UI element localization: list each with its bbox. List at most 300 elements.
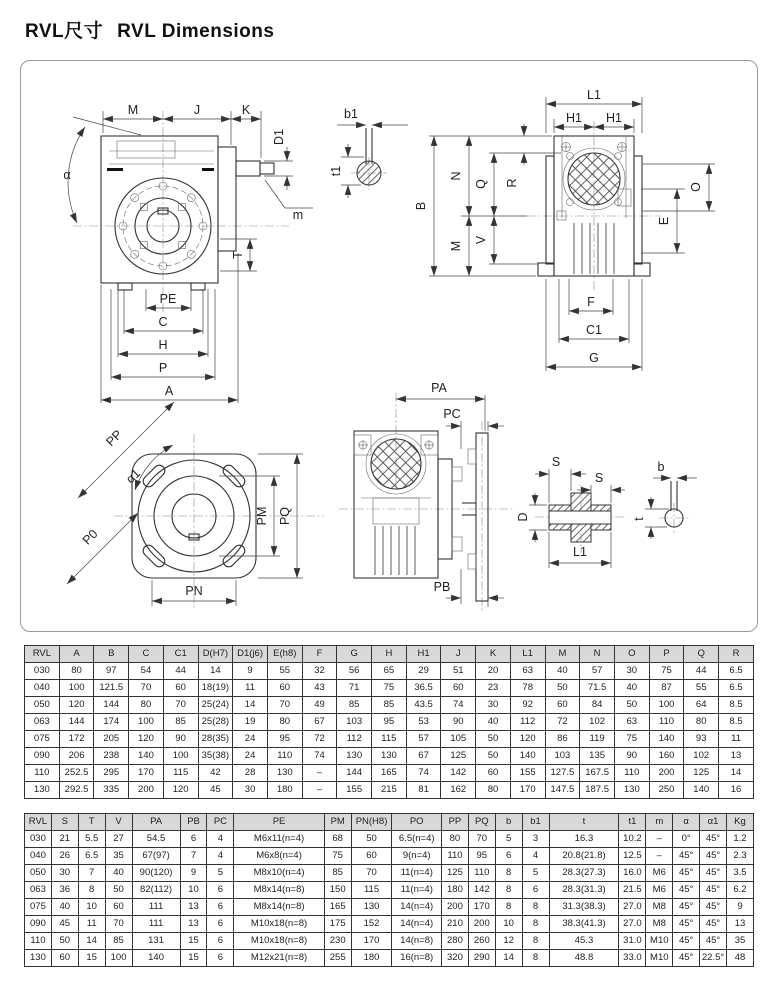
value-cell: 35	[105, 848, 132, 865]
value-cell: 75	[614, 731, 649, 748]
value-cell: 100	[649, 697, 684, 714]
value-cell: 8.5	[719, 697, 754, 714]
model-cell: 110	[25, 765, 60, 782]
value-cell: 21	[51, 831, 78, 848]
value-cell: 152	[351, 916, 392, 933]
value-cell: 60	[476, 765, 511, 782]
value-cell: 6	[522, 882, 549, 899]
value-cell: 0°	[673, 831, 700, 848]
value-cell: 57	[580, 663, 615, 680]
value-cell: 4	[522, 848, 549, 865]
value-cell: 6	[207, 899, 234, 916]
value-cell: 50	[51, 933, 78, 950]
dimension-table-2	[24, 813, 754, 967]
value-cell: 38.3(41.3)	[549, 916, 619, 933]
column-header: Kg	[726, 814, 753, 831]
value-cell: 155	[510, 765, 545, 782]
table-row	[25, 765, 754, 782]
column-header: PC	[207, 814, 234, 831]
value-cell: 180	[267, 782, 302, 799]
column-header: α	[673, 814, 700, 831]
page-title-en: RVL Dimensions	[117, 21, 275, 42]
value-cell: 44	[684, 663, 719, 680]
value-cell: 140	[649, 731, 684, 748]
table-row	[25, 865, 754, 882]
value-cell: 9(n=4)	[392, 848, 442, 865]
value-cell: 252.5	[59, 765, 94, 782]
dimension-label: H	[158, 338, 168, 352]
value-cell: M6x11(n=4)	[234, 831, 324, 848]
dimension-label: D	[516, 512, 530, 522]
value-cell: 95	[372, 714, 407, 731]
value-cell: 68	[324, 831, 351, 848]
value-cell: 6.5	[719, 663, 754, 680]
value-cell: M6	[646, 865, 673, 882]
table-row	[25, 950, 754, 967]
value-cell: 5.5	[78, 831, 105, 848]
value-cell: 110	[649, 714, 684, 731]
value-cell: 29	[406, 663, 441, 680]
value-cell: 103	[545, 748, 580, 765]
column-header: D1(j6)	[233, 646, 268, 663]
value-cell: 54.5	[132, 831, 180, 848]
value-cell: 11	[233, 680, 268, 697]
value-cell: 230	[324, 933, 351, 950]
value-cell: 60	[441, 680, 476, 697]
column-header: b	[495, 814, 522, 831]
value-cell: 60	[545, 697, 580, 714]
value-cell: 28(35)	[198, 731, 233, 748]
value-cell: 130	[267, 765, 302, 782]
value-cell: 30	[233, 782, 268, 799]
value-cell: 80	[267, 714, 302, 731]
dimension-label: R	[505, 178, 519, 188]
column-header: P	[649, 646, 684, 663]
value-cell: 95	[267, 731, 302, 748]
value-cell: M8	[646, 899, 673, 916]
value-cell: 67(97)	[132, 848, 180, 865]
value-cell: 4	[207, 848, 234, 865]
value-cell: 187.5	[580, 782, 615, 799]
side-view-drawing	[429, 97, 715, 371]
value-cell: 70	[267, 697, 302, 714]
dimension-label: P0	[79, 526, 101, 548]
dimension-label: M	[449, 240, 463, 252]
value-cell: 142	[441, 765, 476, 782]
value-cell: 144	[59, 714, 94, 731]
table-row	[25, 714, 754, 731]
value-cell: 7	[78, 865, 105, 882]
value-cell: 43.5	[406, 697, 441, 714]
column-header: PM	[324, 814, 351, 831]
column-header: B	[94, 646, 129, 663]
value-cell: M8x14(n=8)	[234, 899, 324, 916]
value-cell: 80	[59, 663, 94, 680]
value-cell: 80	[129, 697, 164, 714]
value-cell: 295	[94, 765, 129, 782]
dimension-label: α1	[123, 466, 144, 487]
value-cell: 15	[180, 933, 207, 950]
value-cell: 8	[522, 933, 549, 950]
value-cell: 205	[94, 731, 129, 748]
value-cell: 14(n=4)	[392, 899, 442, 916]
model-cell: 030	[25, 663, 60, 680]
dimension-label: K	[241, 103, 251, 117]
value-cell: M6	[646, 882, 673, 899]
value-cell: 260	[468, 933, 495, 950]
value-cell: M12x21(n=8)	[234, 950, 324, 967]
value-cell: 120	[129, 731, 164, 748]
dimension-label: PC	[443, 407, 461, 421]
value-cell: 165	[324, 899, 351, 916]
value-cell: 15	[180, 950, 207, 967]
value-cell: 19	[233, 714, 268, 731]
dimension-label: B	[414, 201, 428, 211]
value-cell: 160	[649, 748, 684, 765]
value-cell: 85	[163, 714, 198, 731]
value-cell: 50	[476, 731, 511, 748]
front-view-drawing	[68, 111, 313, 403]
value-cell: 13	[180, 916, 207, 933]
value-cell: 112	[337, 731, 372, 748]
value-cell: 8	[522, 899, 549, 916]
value-cell: 97	[94, 663, 129, 680]
value-cell: 10	[180, 882, 207, 899]
value-cell: 6	[207, 916, 234, 933]
value-cell: 57	[406, 731, 441, 748]
value-cell: 174	[94, 714, 129, 731]
value-cell: M10	[646, 933, 673, 950]
value-cell: 6	[180, 831, 207, 848]
table-row	[25, 933, 754, 950]
value-cell: 14(n=8)	[392, 933, 442, 950]
column-header: L1	[510, 646, 545, 663]
value-cell: 70	[351, 865, 392, 882]
model-cell: 130	[25, 782, 60, 799]
value-cell: 144	[94, 697, 129, 714]
value-cell: 50	[545, 680, 580, 697]
value-cell: 14(n=4)	[392, 916, 442, 933]
value-cell: 42	[198, 765, 233, 782]
table-row	[25, 848, 754, 865]
value-cell: 53	[406, 714, 441, 731]
value-cell: 50	[351, 831, 392, 848]
value-cell: 131	[132, 933, 180, 950]
value-cell: 200	[442, 899, 469, 916]
column-header: m	[646, 814, 673, 831]
value-cell: 70	[105, 916, 132, 933]
value-cell: 280	[442, 933, 469, 950]
value-cell: 81	[406, 782, 441, 799]
page-title-cn: RVL尺寸	[25, 21, 104, 42]
value-cell: 90(120)	[132, 865, 180, 882]
value-cell: 100	[163, 748, 198, 765]
value-cell: 28	[233, 765, 268, 782]
value-cell: 11	[719, 731, 754, 748]
value-cell: 48.8	[549, 950, 619, 967]
dimension-label: t	[632, 517, 646, 521]
value-cell: 35(38)	[198, 748, 233, 765]
column-header: PE	[234, 814, 324, 831]
input-key-detail-drawing	[337, 125, 408, 198]
value-cell: 135	[580, 748, 615, 765]
value-cell: 6.5(n=4)	[392, 831, 442, 848]
value-cell: 13	[180, 899, 207, 916]
value-cell: 6.2	[726, 882, 753, 899]
column-header: D(H7)	[198, 646, 233, 663]
value-cell: 5	[207, 865, 234, 882]
value-cell: 100	[59, 680, 94, 697]
gearbox-drawing-svg	[21, 61, 757, 631]
model-cell: 050	[25, 697, 60, 714]
value-cell: 6	[207, 882, 234, 899]
value-cell: 86	[545, 731, 580, 748]
value-cell: 210	[442, 916, 469, 933]
dimension-label: G	[589, 351, 599, 365]
value-cell: 180	[442, 882, 469, 899]
value-cell: 125	[441, 748, 476, 765]
value-cell: 51	[441, 663, 476, 680]
value-cell: 290	[468, 950, 495, 967]
value-cell: 103	[337, 714, 372, 731]
value-cell: 54	[129, 663, 164, 680]
value-cell: 20	[476, 663, 511, 680]
value-cell: 162	[441, 782, 476, 799]
model-cell: 050	[25, 865, 52, 882]
dimension-label: PP	[103, 427, 126, 450]
dimension-table-2-wrap	[24, 813, 754, 967]
column-header: G	[337, 646, 372, 663]
value-cell: 1.2	[726, 831, 753, 848]
value-cell: 120	[59, 697, 94, 714]
value-cell: 8	[495, 882, 522, 899]
value-cell: 56	[337, 663, 372, 680]
column-header: PA	[132, 814, 180, 831]
dimension-label: α	[63, 168, 71, 182]
model-cell: 030	[25, 831, 52, 848]
table-row	[25, 680, 754, 697]
dimension-label: H1	[566, 111, 582, 125]
value-cell: 71.5	[580, 680, 615, 697]
dimension-label: S	[551, 455, 561, 469]
value-cell: 70	[163, 697, 198, 714]
value-cell: 21.5	[619, 882, 646, 899]
table-row	[25, 663, 754, 680]
value-cell: M8	[646, 916, 673, 933]
table-header-row	[25, 646, 754, 663]
value-cell: 45°	[673, 916, 700, 933]
value-cell: 36	[51, 882, 78, 899]
value-cell: 45	[51, 916, 78, 933]
value-cell: 11	[78, 916, 105, 933]
value-cell: 8	[522, 950, 549, 967]
value-cell: 24	[233, 731, 268, 748]
mounting-view-drawing	[339, 393, 513, 613]
value-cell: 31.3(38.3)	[549, 899, 619, 916]
value-cell: 14	[78, 933, 105, 950]
value-cell: 8.5	[719, 714, 754, 731]
value-cell: 215	[372, 782, 407, 799]
value-cell: 45°	[673, 933, 700, 950]
value-cell: 255	[324, 950, 351, 967]
page-title	[25, 16, 274, 43]
value-cell: 9	[180, 865, 207, 882]
value-cell: 45°	[673, 899, 700, 916]
column-header: M	[545, 646, 580, 663]
dimension-label: b	[657, 460, 665, 474]
value-cell: 5	[522, 865, 549, 882]
value-cell: 45°	[700, 831, 727, 848]
value-cell: 50	[476, 748, 511, 765]
dimension-label: D1	[272, 129, 286, 145]
value-cell: 45°	[700, 882, 727, 899]
value-cell: 14	[198, 663, 233, 680]
column-header: N	[580, 646, 615, 663]
value-cell: 27.0	[619, 899, 646, 916]
dimension-label: PB	[433, 580, 451, 594]
value-cell: 74	[406, 765, 441, 782]
value-cell: 45°	[700, 933, 727, 950]
value-cell: 60	[163, 680, 198, 697]
value-cell: 85	[372, 697, 407, 714]
dimension-label: PA	[431, 381, 447, 395]
value-cell: 100	[105, 950, 132, 967]
dimension-label: H1	[606, 111, 622, 125]
value-cell: 30	[614, 663, 649, 680]
value-cell: 115	[163, 765, 198, 782]
value-cell: 6	[207, 950, 234, 967]
dimension-label: PN	[185, 584, 203, 598]
column-header: H	[372, 646, 407, 663]
value-cell: 26	[51, 848, 78, 865]
value-cell: 111	[132, 899, 180, 916]
value-cell: 170	[468, 899, 495, 916]
column-header: T	[78, 814, 105, 831]
value-cell: 80	[442, 831, 469, 848]
value-cell: 110	[614, 765, 649, 782]
column-header: R	[719, 646, 754, 663]
column-header: RVL	[25, 814, 52, 831]
value-cell: 30	[51, 865, 78, 882]
value-cell: 45°	[673, 848, 700, 865]
value-cell: 200	[649, 765, 684, 782]
value-cell: 3	[522, 831, 549, 848]
dimension-label: m	[292, 208, 304, 222]
column-header: PO	[392, 814, 442, 831]
table-row	[25, 831, 754, 848]
value-cell: M10x18(n=8)	[234, 933, 324, 950]
value-cell: 320	[442, 950, 469, 967]
model-cell: 075	[25, 899, 52, 916]
value-cell: 8	[78, 882, 105, 899]
value-cell: 102	[580, 714, 615, 731]
dimension-label: C1	[586, 323, 602, 337]
value-cell: 92	[510, 697, 545, 714]
value-cell: 13	[726, 916, 753, 933]
table-row	[25, 916, 754, 933]
value-cell: 49	[302, 697, 337, 714]
value-cell: 30	[476, 697, 511, 714]
value-cell: 115	[351, 882, 392, 899]
value-cell: 85	[105, 933, 132, 950]
value-cell: 11(n=4)	[392, 882, 442, 899]
value-cell: 28.3(27.3)	[549, 865, 619, 882]
column-header: PQ	[468, 814, 495, 831]
column-header: RVL	[25, 646, 60, 663]
value-cell: 6	[207, 933, 234, 950]
value-cell: 71	[337, 680, 372, 697]
value-cell: 14	[233, 697, 268, 714]
column-header: PN(H8)	[351, 814, 392, 831]
value-cell: 70	[468, 831, 495, 848]
dimension-label: L1	[573, 545, 587, 559]
value-cell: 120	[163, 782, 198, 799]
model-cell: 130	[25, 950, 52, 967]
value-cell: 8	[495, 899, 522, 916]
value-cell: 43	[302, 680, 337, 697]
dimension-label: J	[193, 103, 201, 117]
value-cell: 16.3	[549, 831, 619, 848]
value-cell: M10	[646, 950, 673, 967]
value-cell: 95	[468, 848, 495, 865]
dimension-label: A	[164, 384, 174, 398]
value-cell: 36.5	[406, 680, 441, 697]
value-cell: 4	[207, 831, 234, 848]
dimension-table-1	[24, 645, 754, 799]
value-cell: 200	[468, 916, 495, 933]
model-cell: 063	[25, 714, 60, 731]
value-cell: 45°	[673, 865, 700, 882]
dimension-label: P	[158, 361, 168, 375]
dimension-label: F	[587, 295, 595, 309]
value-cell: 292.5	[59, 782, 94, 799]
value-cell: 27.0	[619, 916, 646, 933]
table-row	[25, 899, 754, 916]
value-cell: 238	[94, 748, 129, 765]
value-cell: 335	[94, 782, 129, 799]
table-row	[25, 697, 754, 714]
value-cell: 125	[442, 865, 469, 882]
table-row	[25, 782, 754, 799]
dimension-label: M	[127, 103, 139, 117]
model-cell: 090	[25, 916, 52, 933]
dimension-label: V	[474, 235, 488, 245]
value-cell: 84	[580, 697, 615, 714]
value-cell: 2.3	[726, 848, 753, 865]
column-header: PP	[442, 814, 469, 831]
value-cell: 170	[129, 765, 164, 782]
dimension-label: t1	[329, 165, 343, 177]
value-cell: 9	[233, 663, 268, 680]
value-cell: 10	[78, 899, 105, 916]
value-cell: 140	[684, 782, 719, 799]
value-cell: 180	[351, 950, 392, 967]
value-cell: 22.5°	[700, 950, 727, 967]
value-cell: 40	[614, 680, 649, 697]
value-cell: 40	[105, 865, 132, 882]
value-cell: 142	[468, 882, 495, 899]
value-cell: 167.5	[580, 765, 615, 782]
value-cell: 87	[649, 680, 684, 697]
column-header: F	[302, 646, 337, 663]
dimension-label: PQ	[278, 506, 292, 526]
value-cell: 140	[132, 950, 180, 967]
value-cell: 82(112)	[132, 882, 180, 899]
column-header: t	[549, 814, 619, 831]
value-cell: 67	[406, 748, 441, 765]
value-cell: 32	[302, 663, 337, 680]
dimension-label: PM	[255, 506, 269, 526]
